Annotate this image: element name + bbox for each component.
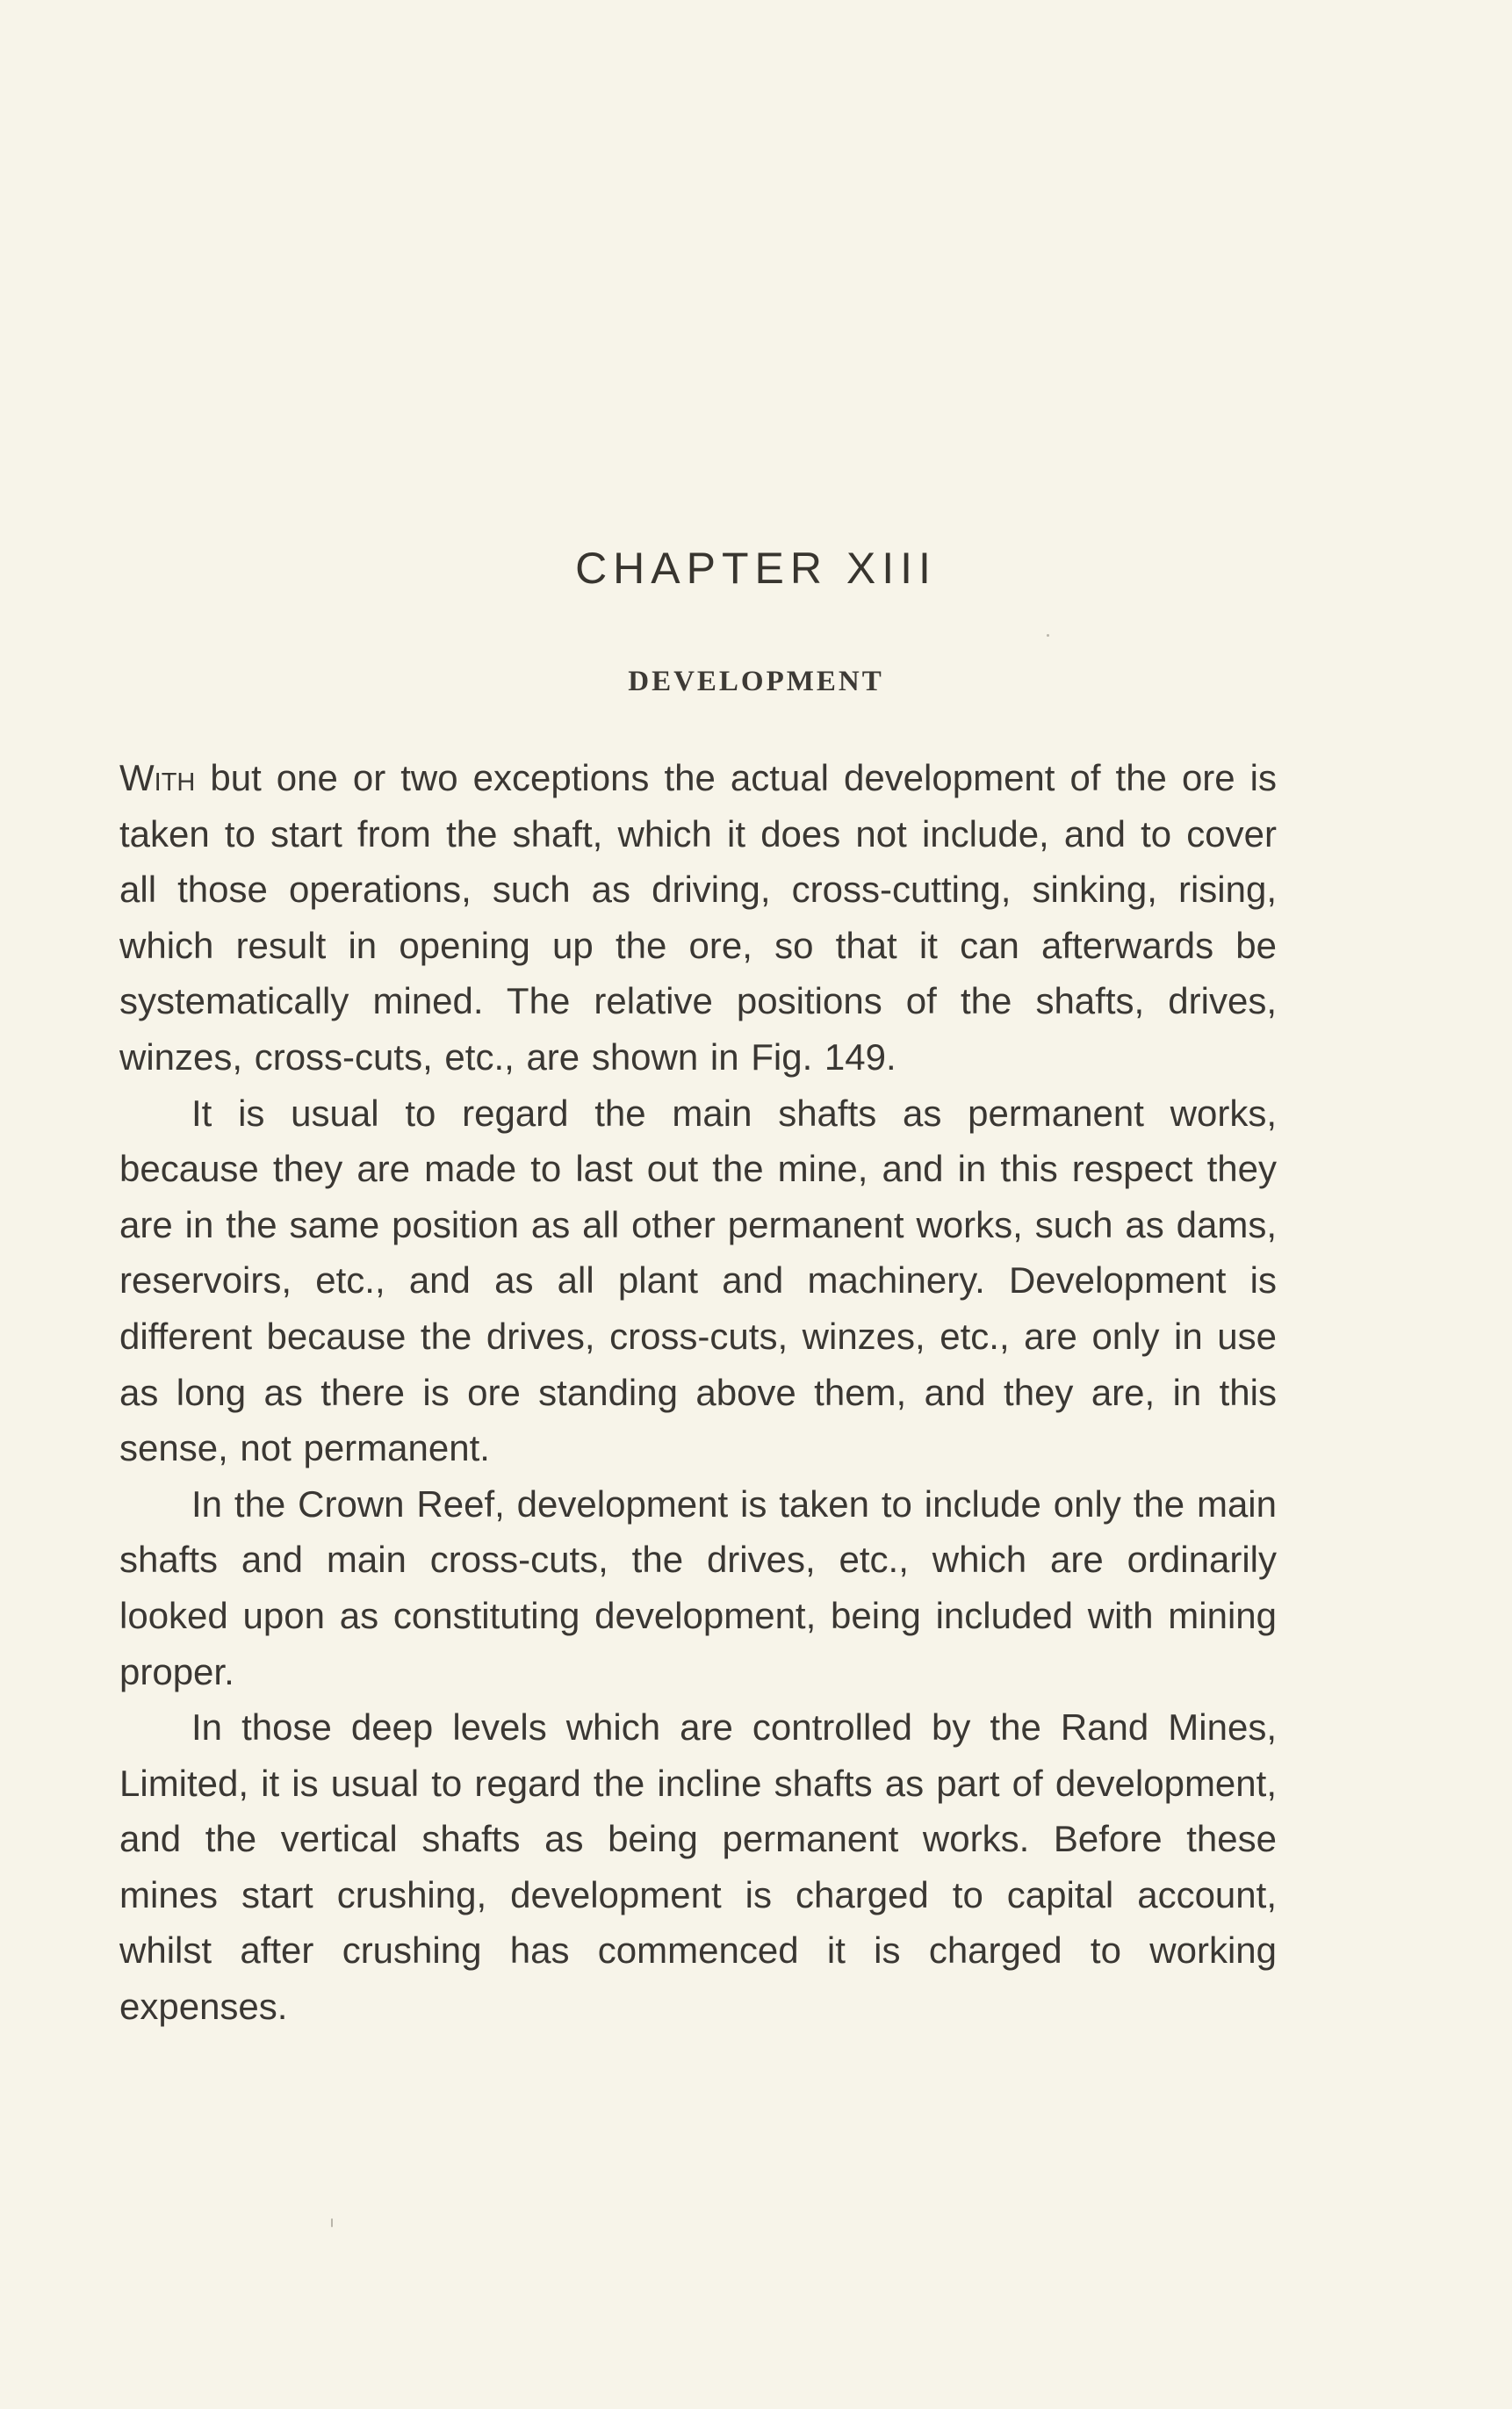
page-speck	[331, 2218, 333, 2227]
paragraph-3: In the Crown Reef, development is taken to include only the main shafts and main cross-cuts, the drives, etc., which are ordinarily looked upon as constituting development, being included with mining proper.	[119, 1482, 1277, 1692]
chapter-body	[119, 750, 1277, 2035]
page-speck	[1047, 634, 1049, 637]
paragraph-1	[119, 750, 1277, 1085]
chapter-title-heading: DEVELOPMENT	[628, 666, 884, 697]
paragraph-1-lead-in: With	[119, 757, 196, 798]
paragraph-2: It is usual to regard the main shafts as permanent works, because they are made to last out the mine, and in this respect they are in the same position as all other permanent works, such as dams, reservoirs, etc., and as all plant and machinery. Development is different because the drives, cross-cuts, winzes, etc., are only in use as long as there is ore standing above them, and they are, in this sense, not permanent.	[119, 1092, 1277, 1469]
paragraph-1-text: but one or two exceptions the actual development of the ore is taken to start from the shaft, which it does not include, and to cover all those operations, such as driving, cross-cutting, sinking, rising, which result in opening up the ore, so that it can afterwards be systematically mined. The relative positions of the shafts, drives, winzes, cross-cuts, etc., are shown in Fig. 149.	[119, 757, 1277, 1078]
paragraph-4: In those deep levels which are controlled by the Rand Mines, Limited, it is usual to regard the incline shafts as part of development, and the vertical shafts as being permanent works. Before these mines start crushing, development is charged to capital account, whilst after crushing has commenced it is charged to working expenses.	[119, 1706, 1277, 2028]
chapter-number-heading: CHAPTER XIII	[575, 544, 937, 593]
